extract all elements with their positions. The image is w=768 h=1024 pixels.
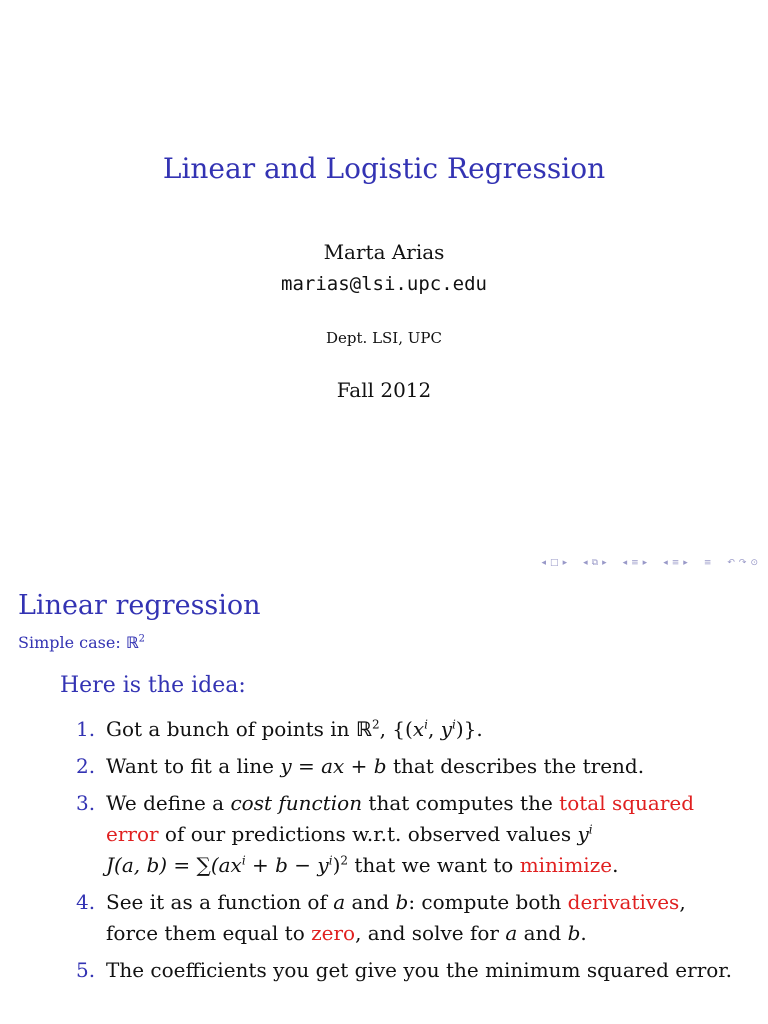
math-var: a xyxy=(505,921,518,945)
frame-icon[interactable]: ⧉ xyxy=(591,558,599,568)
item-text: : compute both xyxy=(408,890,568,914)
item-text: that describes the trend. xyxy=(386,754,645,778)
section-icon[interactable]: ≡ xyxy=(671,558,680,568)
frame-title: Linear regression xyxy=(18,590,261,621)
next-frame-icon[interactable]: ▸ xyxy=(602,558,607,568)
item-text: . xyxy=(580,921,587,945)
item-text: that we want to xyxy=(348,853,520,877)
item-text: that computes the xyxy=(362,791,560,815)
list-item xyxy=(72,751,732,782)
item-text: We define a xyxy=(106,791,231,815)
superscript: i xyxy=(452,717,456,732)
superscript: i xyxy=(328,853,333,868)
author-email: marias@lsi.upc.edu xyxy=(281,273,487,295)
institution: Dept. LSI, UPC xyxy=(326,329,442,347)
next-subsection-icon[interactable]: ▸ xyxy=(642,558,648,568)
prev-frame-icon[interactable]: ◂ xyxy=(583,558,588,568)
math-var: b xyxy=(395,890,409,914)
beamer-navigation-bar xyxy=(540,556,760,570)
cost-formula: J(a, b) = ∑(ax xyxy=(106,853,242,877)
item-text: Want to fit a line xyxy=(106,754,281,778)
math-var: x xyxy=(412,717,425,741)
prev-slide-icon[interactable]: ◂ xyxy=(541,558,547,568)
item-text: , force them equal to xyxy=(106,890,686,945)
list-item xyxy=(72,714,732,745)
idea-list xyxy=(72,714,732,992)
frame-subtitle xyxy=(18,633,145,652)
item-text: Got a bunch of points in xyxy=(106,717,356,741)
subsection-icon[interactable]: ≡ xyxy=(631,558,639,568)
subtitle-sup: 2 xyxy=(138,633,146,645)
presentation-title: Linear and Logistic Regression xyxy=(162,152,606,185)
item-number: 4. xyxy=(76,890,96,914)
item-number: 5. xyxy=(76,958,96,982)
next-section-icon[interactable]: ▸ xyxy=(683,558,688,568)
prev-subsection-icon[interactable]: ◂ xyxy=(622,558,628,568)
highlight-text: minimize xyxy=(519,853,613,877)
superscript: i xyxy=(241,853,246,868)
highlight-text: zero xyxy=(311,921,356,945)
search-icon[interactable]: ⊙ xyxy=(750,558,758,568)
emphasis-text: cost function xyxy=(230,791,363,815)
item-text: See it as a function of xyxy=(106,890,334,914)
math-var: y xyxy=(577,822,589,846)
highlight-text: derivatives xyxy=(567,890,680,914)
line-equation: y = ax + b xyxy=(280,754,387,778)
item-number: 1. xyxy=(76,717,96,741)
presentation-date: Fall 2012 xyxy=(336,378,432,402)
item-text: , xyxy=(427,717,441,741)
idea-heading: Here is the idea: xyxy=(60,673,246,698)
forward-icon[interactable]: ↷ xyxy=(738,558,747,568)
cost-formula: ) xyxy=(332,853,341,877)
document-icon[interactable]: ≡ xyxy=(703,558,712,568)
superscript: i xyxy=(588,822,593,837)
item-text: and xyxy=(517,921,568,945)
item-text: . xyxy=(612,853,619,877)
superscript: 2 xyxy=(340,853,349,868)
subtitle-math: ℝ xyxy=(125,633,139,652)
item-text: and xyxy=(345,890,396,914)
math-var: y xyxy=(440,717,452,741)
real-numbers-symbol: ℝ xyxy=(355,717,372,741)
superscript: i xyxy=(424,717,428,732)
slide-icon[interactable]: □ xyxy=(550,558,559,568)
item-text: , {( xyxy=(379,717,413,741)
list-item xyxy=(72,955,732,986)
list-item xyxy=(72,788,732,881)
math-var: a xyxy=(333,890,346,914)
math-var: b xyxy=(567,921,581,945)
linear-regression-slide xyxy=(0,576,768,1024)
subtitle-text: Simple case: xyxy=(18,633,126,652)
prev-section-icon[interactable]: ◂ xyxy=(663,558,668,568)
item-text: The coefficients you get give you the minimum squared error. xyxy=(106,958,733,982)
item-number: 3. xyxy=(76,791,96,815)
item-number: 2. xyxy=(76,754,96,778)
item-text: )}. xyxy=(455,717,483,741)
list-item xyxy=(72,887,732,949)
back-icon[interactable]: ↶ xyxy=(727,558,735,568)
next-slide-icon[interactable]: ▸ xyxy=(562,558,568,568)
superscript: 2 xyxy=(371,717,380,732)
item-text: , and solve for xyxy=(355,921,506,945)
author-name: Marta Arias xyxy=(323,240,445,264)
cost-formula: + b − y xyxy=(245,853,329,877)
highlight-text: total squared error xyxy=(106,791,695,846)
item-text: of our predictions w.r.t. observed values xyxy=(158,822,578,846)
